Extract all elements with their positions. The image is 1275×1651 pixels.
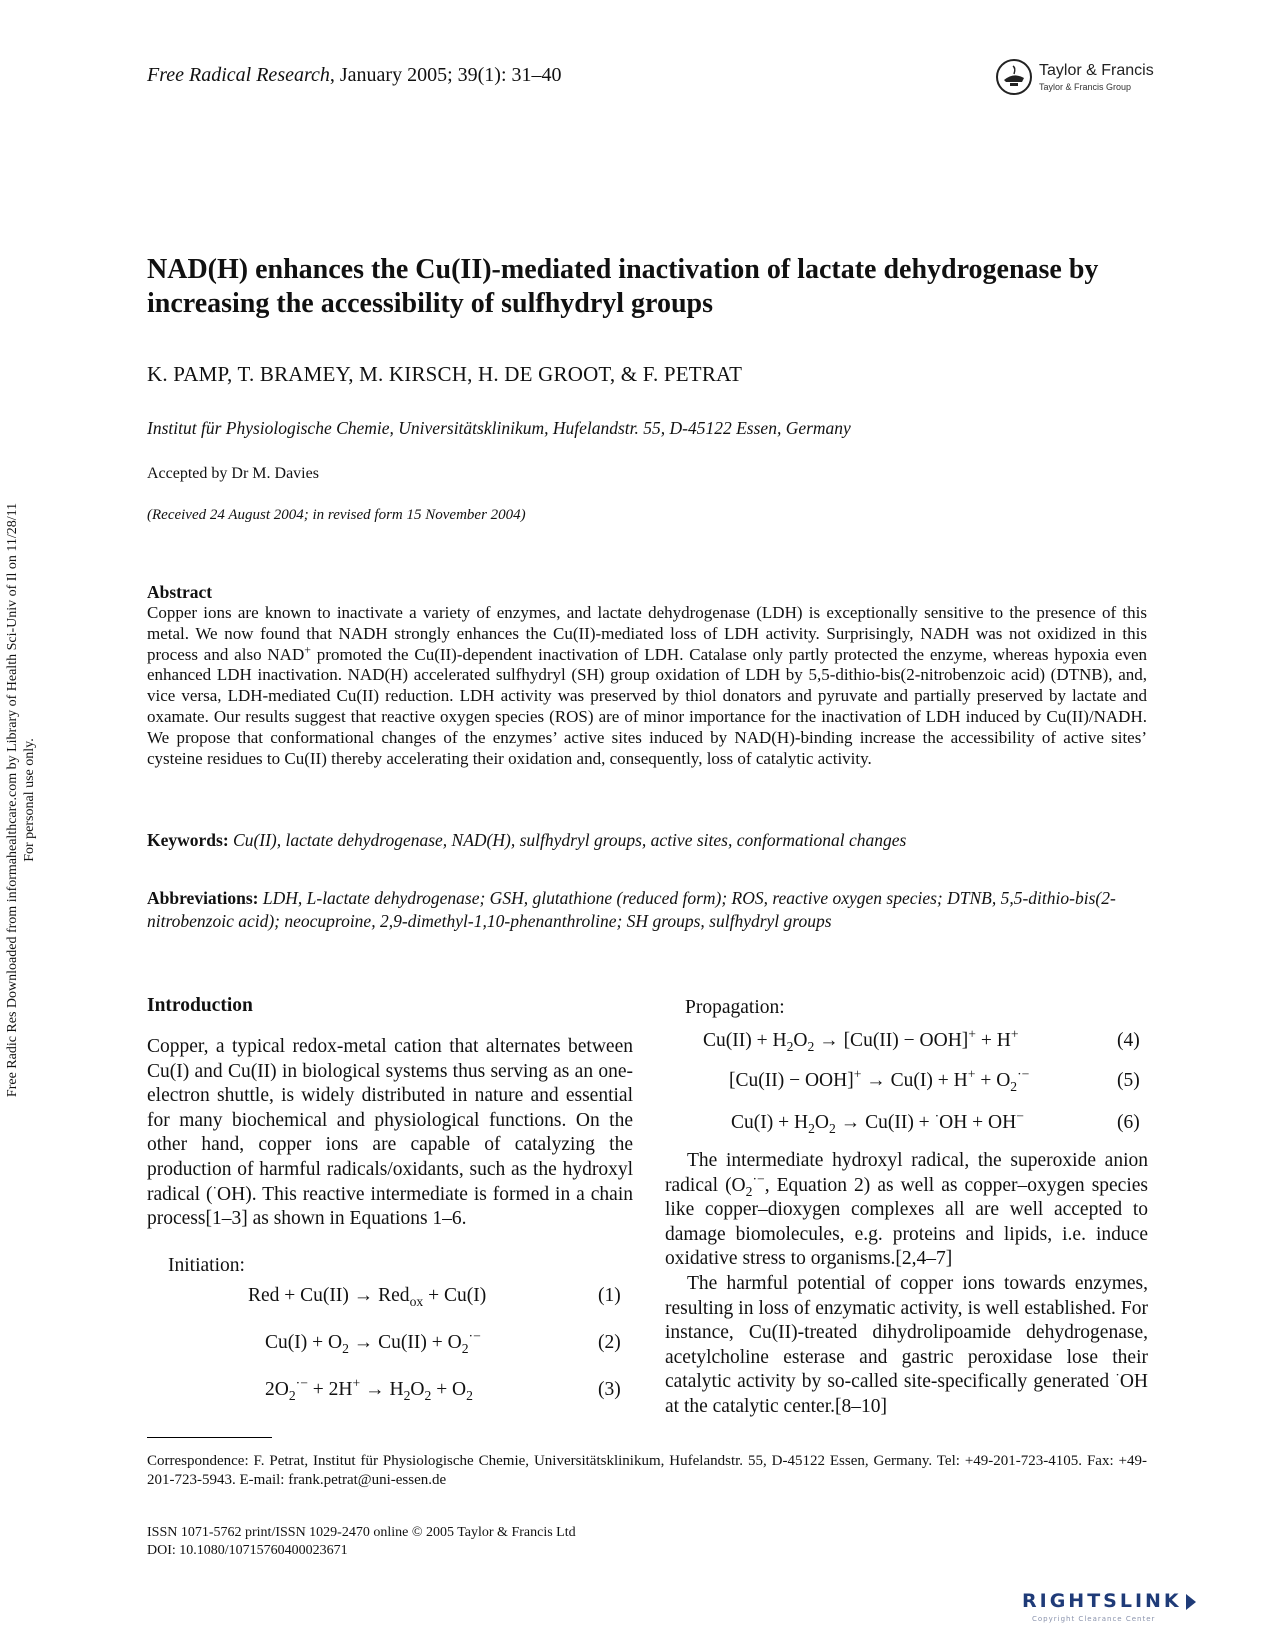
intro-paragraph-2 xyxy=(665,1149,1148,1272)
intro-p2-text-b: , Equation 2) as well as copper–oxygen species like copper–dioxygen complexes all are well accepted to damage biomolecules, e.g. proteins and lipids, i.e. induce oxidative stress to organisms.[2,4–7] xyxy=(665,1174,1148,1270)
radical-dot: · xyxy=(1115,1367,1120,1383)
received-dates: (Received 24 August 2004; in revised form 15 November 2004) xyxy=(147,507,526,523)
intro-p1-text-b: OH). This reactive intermediate is formed in a chain process[1–3] as shown in Equations 1–6. xyxy=(147,1183,633,1230)
journal-name: Free Radical Research xyxy=(147,64,330,86)
intro-right-paragraphs xyxy=(665,1149,1148,1420)
journal-citation xyxy=(147,64,562,87)
abstract-text xyxy=(147,603,1147,769)
affiliation: Institut für Physiologische Chemie, Universitätsklinikum, Hufelandstr. 55, D-45122 Essen, Germany xyxy=(147,418,851,438)
publisher-name: Taylor & Francis xyxy=(1039,62,1154,79)
intro-paragraph-1 xyxy=(147,1035,633,1232)
radical-dot: · xyxy=(212,1180,218,1196)
footnote-rule xyxy=(147,1437,272,1438)
publisher-logo xyxy=(995,58,1195,98)
intro-paragraph-3 xyxy=(665,1272,1148,1420)
article-title: NAD(H) enhances the Cu(II)-mediated inactivation of lactate dehydrogenase by increasing the accessibility of sulfhydryl groups xyxy=(147,254,1099,319)
equation-1: Red + Cu(II) → Red$_{ox}$ + Cu(I) xyxy=(248,1285,487,1309)
p2-subscript: 2 xyxy=(745,1183,753,1199)
intro-p1-text-a: Copper, a typical redox-metal cation that alternates between Cu(I) and Cu(II) in biological systems thus serving as an one-electron shuttle, is widely distributed in nature and essential for many biochemical and physiological functions. On the other hand, copper ions are capable of catalyzing the production of harmful radicals/oxidants, such as the hydroxyl radical ( xyxy=(147,1036,633,1205)
sidebar-line-2: For personal use only. xyxy=(22,738,37,862)
intro-p3-text-a: The harmful potential of copper ions towards enzymes, resulting in loss of enzymatic activity, is well established. For instance, Cu(II)-treated dihydrolipoamide dehydrogenase, acetylcholine esterase and gastric peroxidase lose their catalytic activity by so-called site-specifically generated xyxy=(665,1272,1148,1393)
intro-p3-text-b: OH at the catalytic center.[8–10] xyxy=(665,1371,1148,1417)
equation-2: $Cu(I) + O_2 \to Cu(II) + O_2^{\cdot-}$ xyxy=(265,1328,481,1356)
rightslink-logo[interactable] xyxy=(1022,1590,1196,1612)
intro-p2-text-a: The intermediate hydroxyl radical, the superoxide anion radical (O xyxy=(665,1150,1148,1196)
keywords-label: Keywords: xyxy=(147,830,229,850)
correspondence: Correspondence: F. Petrat, Institut für Physiologische Chemie, Universitätsklinikum, Hufelandstr. 55, D-45122 Essen, Germany. Tel: +49-201-723-4105. Fax: +49-201-723-5943. E-mail: frank.petrat@uni-essen.de xyxy=(147,1453,1147,1488)
publisher-group: Taylor & Francis Group xyxy=(1039,82,1132,92)
issn: ISSN 1071-5762 print/ISSN 1029-2470 online © 2005 Taylor & Francis Ltd xyxy=(147,1525,576,1540)
abstract-heading: Abstract xyxy=(147,582,213,602)
equation-4: $Cu(II) + H_2O_2 \to [Cu(II) - OOH]^+ + H^+$ xyxy=(703,1026,1019,1054)
doi: DOI: 10.1080/10715760400023671 xyxy=(147,1543,348,1558)
equation-3: $2O_2^{\cdot-} + 2H^+ \to H_2O_2 + O_2$ xyxy=(265,1375,473,1403)
rightslink-subtitle: Copyright Clearance Center xyxy=(1032,1615,1156,1623)
equation-4-number: (4) xyxy=(1117,1030,1140,1051)
abstract-superscript: + xyxy=(304,641,311,656)
equation-2-number: (2) xyxy=(598,1332,621,1353)
introduction-heading: Introduction xyxy=(147,995,253,1016)
equation-1-number: (1) xyxy=(598,1285,621,1306)
p2-superscript: ·− xyxy=(752,1171,765,1187)
abstract-part-2: promoted the Cu(II)-dependent inactivation of LDH. Catalase only partly protected the enzyme, whereas hypoxia even enhanced LDH inactivation. NAD(H) accelerated sulfhydryl (SH) group oxidation of LDH by 5,5-dithio-bis(2-nitrobenzoic acid) (DTNB), and, vice versa, LDH-mediated Cu(II) reduction. LDH activity was preserved by thiol donators and pyruvate and partially preserved by lactate and oxamate. Our results suggest that reactive oxygen species (ROS) are of minor importance for the inactivation of LDH induced by Cu(II)/NADH. We propose that conformational changes of the enzymes’ active sites induced by NAD(H)-binding increase the accessibility of active sites’ cysteine residues to Cu(II) thereby accelerating their oxidation and, consequently, loss of catalytic activity. xyxy=(147,644,1148,768)
equation-5: $[Cu(II) - OOH]^+ \to Cu(I) + H^+ + O_2^{\cdot-}$ xyxy=(729,1066,1030,1094)
abbreviations xyxy=(147,887,1147,933)
equation-3-number: (3) xyxy=(598,1379,621,1400)
abstract-part-1: Copper ions are known to inactivate a variety of enzymes, and lactate dehydrogenase (LDH) is exceptionally sensitive to the presence of this metal. We now found that NADH strongly enhances the Cu(II)-mediated loss of LDH activity. Surprisingly, NADH was not oxidized in this process and also NAD xyxy=(147,603,1147,664)
keywords xyxy=(147,830,1147,851)
abbreviations-label: Abbreviations: xyxy=(147,888,259,908)
publisher-lamp-logo-icon xyxy=(995,58,1033,96)
keywords-text: Cu(II), lactate dehydrogenase, NAD(H), sulfhydryl groups, active sites, conformational changes xyxy=(233,830,907,850)
accepted-by: Accepted by Dr M. Davies xyxy=(147,465,319,482)
sidebar-line-1: Free Radic Res Downloaded from informahealthcare.com by Library of Health Sci-Univ of Il on 11/28/11 xyxy=(5,502,20,1098)
rightslink-arrow-icon xyxy=(1186,1594,1196,1610)
download-sidebar xyxy=(4,450,38,1150)
equation-5-number: (5) xyxy=(1117,1070,1140,1091)
equation-6-number: (6) xyxy=(1117,1112,1140,1133)
equation-6: $Cu(I) + H_2O_2 \to Cu(II) + ^\cdot OH + OH^-$ xyxy=(731,1108,1024,1136)
propagation-label: Propagation: xyxy=(685,997,785,1018)
journal-issue: , January 2005; 39(1): 31–40 xyxy=(329,64,562,86)
rightslink-text: RIGHTSLINK xyxy=(1022,1590,1182,1612)
abbreviations-text: LDH, L-lactate dehydrogenase; GSH, glutathione (reduced form); ROS, reactive oxygen species; DTNB, 5,5-dithio-bis(2-nitrobenzoic acid); neocuproine, 2,9-dimethyl-1,10-phenanthroline; SH groups, sulfhydryl groups xyxy=(147,888,1116,931)
issn-doi xyxy=(147,1524,576,1560)
author-list: K. PAMP, T. BRAMEY, M. KIRSCH, H. DE GROOT, & F. PETRAT xyxy=(147,362,743,386)
initiation-label: Initiation: xyxy=(168,1255,245,1276)
